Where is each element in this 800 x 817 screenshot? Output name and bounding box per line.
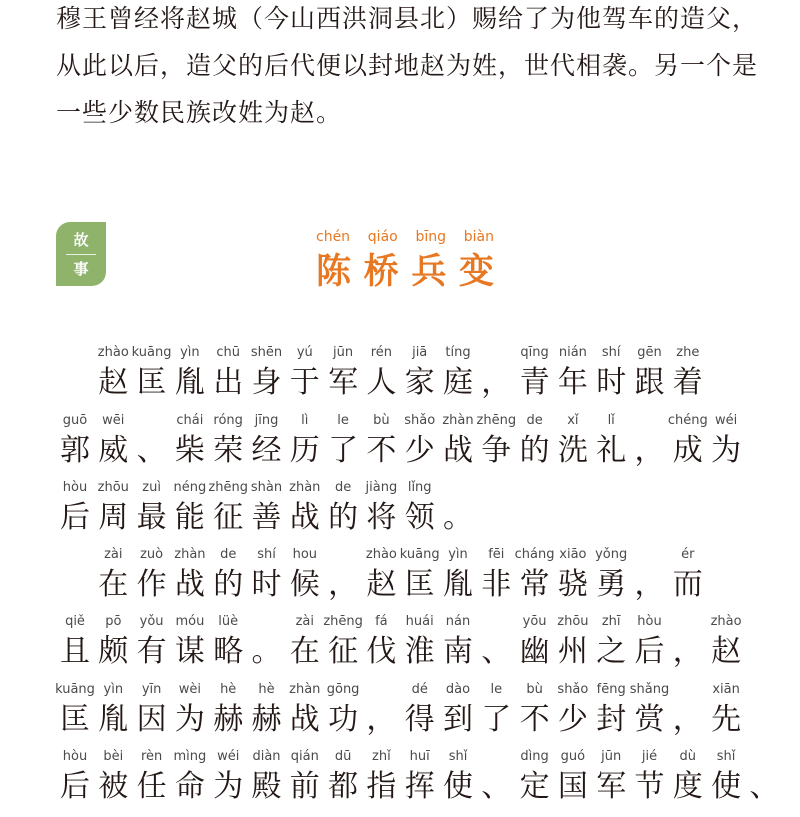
pinyin: fēng <box>596 682 626 697</box>
story-char <box>707 749 745 817</box>
pinyin: xiāo <box>559 547 587 562</box>
pinyin: xǐ <box>567 413 579 428</box>
story-char <box>439 345 477 413</box>
pinyin: nián <box>558 345 587 360</box>
hanzi: 得 <box>404 702 435 737</box>
hanzi: 成 <box>672 433 703 468</box>
pinyin: mìng <box>173 749 207 764</box>
story-char <box>707 682 745 750</box>
pinyin: de <box>334 480 352 495</box>
story-char <box>669 547 707 615</box>
hanzi: 略 <box>213 634 244 669</box>
hanzi: 赫 <box>213 702 244 737</box>
pinyin: kuāng <box>399 547 440 562</box>
hanzi: 候 <box>289 567 320 602</box>
pinyin: ér <box>681 547 695 562</box>
pinyin: zhōu <box>557 614 589 629</box>
hanzi: ， <box>634 433 665 468</box>
hanzi: 非 <box>481 567 512 602</box>
pinyin: dé <box>411 682 428 697</box>
hanzi: 且 <box>60 634 90 669</box>
pinyin: bù <box>373 413 390 428</box>
pinyin: jūn <box>333 345 354 360</box>
hanzi: 使 <box>711 769 742 804</box>
pinyin: hòu <box>637 614 662 629</box>
pinyin: fá <box>375 614 388 629</box>
pinyin: qián <box>290 749 319 764</box>
hanzi: 赵 <box>711 634 742 669</box>
intro-paragraph <box>56 0 776 136</box>
pinyin: nán <box>445 614 471 629</box>
title-char: 兵 <box>411 252 447 292</box>
pinyin: hè <box>258 682 275 697</box>
pinyin: yìn <box>448 547 468 562</box>
hanzi: 胤 <box>98 702 129 737</box>
pinyin: bù <box>526 682 543 697</box>
hanzi: 时 <box>596 365 627 400</box>
pinyin: zhōu <box>97 480 129 495</box>
story-line <box>0 480 800 548</box>
hanzi: 少 <box>557 702 588 737</box>
title-char: 桥 <box>363 252 399 292</box>
pinyin: hòu <box>62 749 88 764</box>
pinyin: zhēng <box>476 413 517 428</box>
pinyin: zài <box>104 547 123 562</box>
hanzi: 时 <box>251 567 282 602</box>
hanzi: 封 <box>596 702 627 737</box>
hanzi: 的 <box>328 500 359 535</box>
hanzi: ， <box>672 702 703 737</box>
hanzi: 匡 <box>404 567 435 602</box>
pinyin: lǐ <box>607 413 615 428</box>
pinyin: xiān <box>712 682 740 697</box>
hanzi: 而 <box>672 567 703 602</box>
hanzi: 胤 <box>174 365 205 400</box>
pinyin: jīng <box>254 413 279 428</box>
hanzi: 了 <box>481 702 512 737</box>
hanzi: 征 <box>328 634 359 669</box>
pinyin: shàn <box>250 480 283 495</box>
hanzi: 历 <box>289 433 320 468</box>
hanzi: 将 <box>366 500 397 535</box>
hanzi: 都 <box>328 769 359 804</box>
hanzi: 经 <box>251 433 282 468</box>
hanzi: 因 <box>136 702 167 737</box>
pinyin: rèn <box>140 749 163 764</box>
pinyin: hòu <box>62 480 88 495</box>
hanzi: 州 <box>557 634 588 669</box>
hanzi: 威 <box>98 433 129 468</box>
pinyin: jūn <box>601 749 622 764</box>
hanzi: 身 <box>251 365 282 400</box>
story-line <box>0 682 800 750</box>
hanzi: 挥 <box>404 769 435 804</box>
pinyin: shǐ <box>716 749 736 764</box>
hanzi: 战 <box>289 702 320 737</box>
hanzi: 前 <box>289 769 320 804</box>
hanzi: 、 <box>481 634 512 669</box>
pinyin: wèi <box>178 682 202 697</box>
pinyin: móu <box>175 614 205 629</box>
story-char <box>439 614 477 682</box>
pinyin: cháng <box>514 547 555 562</box>
story-char <box>209 614 247 682</box>
hanzi: 战 <box>443 433 473 468</box>
hanzi: 颇 <box>98 634 129 669</box>
pinyin: zhàn <box>174 547 206 562</box>
pinyin: néng <box>173 480 207 495</box>
hanzi: ， <box>328 567 359 602</box>
pinyin: hè <box>220 682 237 697</box>
hanzi: 节 <box>634 769 665 804</box>
pinyin: shǎo <box>557 682 589 697</box>
hanzi: 征 <box>213 500 244 535</box>
hanzi: 在 <box>289 634 320 669</box>
pinyin: chái <box>176 413 204 428</box>
intro-line: 从此以后，造父的后代便以封地赵为姓，世代相袭。另一个是 <box>56 51 759 80</box>
hanzi: 。 <box>443 500 473 535</box>
hanzi: 定 <box>519 769 550 804</box>
hanzi: 在 <box>98 567 129 602</box>
story-char <box>592 547 630 615</box>
hanzi: 的 <box>519 433 550 468</box>
hanzi: 争 <box>481 433 512 468</box>
pinyin: shǎo <box>404 413 436 428</box>
story-char <box>631 614 669 682</box>
hanzi: 度 <box>672 769 703 804</box>
story-char <box>707 614 745 682</box>
hanzi: 家 <box>404 365 435 400</box>
hanzi: 骁 <box>557 567 588 602</box>
title-pinyin-syllable: qiáo <box>367 229 398 245</box>
pinyin: zuò <box>140 547 164 562</box>
pinyin: zài <box>295 614 314 629</box>
pinyin: shǎng <box>629 682 670 697</box>
pinyin: zhī <box>601 614 621 629</box>
hanzi: 着 <box>672 365 703 400</box>
hanzi: 最 <box>136 500 167 535</box>
hanzi: 洗 <box>557 433 588 468</box>
hanzi: 柴 <box>174 433 205 468</box>
pinyin: pō <box>105 614 122 629</box>
story-char <box>707 413 745 481</box>
title-char: 陈 <box>316 252 352 292</box>
pinyin: lǐng <box>407 480 432 495</box>
hanzi: 青 <box>519 365 550 400</box>
hanzi: ， <box>634 567 665 602</box>
pinyin: qīng <box>520 345 549 360</box>
pinyin: chéng <box>667 413 708 428</box>
pinyin: yǒng <box>595 547 628 562</box>
pinyin: zhàn <box>289 480 321 495</box>
pinyin: yǒu <box>139 614 164 629</box>
title-pinyin-syllable: biàn <box>463 229 494 245</box>
hanzi: 战 <box>174 567 205 602</box>
pinyin: fēi <box>488 547 505 562</box>
hanzi: 指 <box>366 769 397 804</box>
badge-char: 事 <box>73 259 89 278</box>
story-char <box>592 413 630 481</box>
hanzi: 谋 <box>174 634 205 669</box>
story-line <box>0 413 800 481</box>
hanzi: 善 <box>251 500 282 535</box>
hanzi: 功 <box>328 702 359 737</box>
hanzi: 使 <box>443 769 473 804</box>
hanzi: 赫 <box>251 702 282 737</box>
hanzi: 、 <box>481 769 512 804</box>
hanzi: 匡 <box>136 365 167 400</box>
hanzi: 军 <box>328 365 359 400</box>
pinyin: hou <box>292 547 318 562</box>
story-char <box>94 413 132 481</box>
hanzi: 任 <box>136 769 167 804</box>
pinyin: chū <box>216 345 240 360</box>
hanzi: 胤 <box>443 567 473 602</box>
hanzi: 不 <box>519 702 550 737</box>
pinyin: huī <box>409 749 430 764</box>
hanzi: 少 <box>404 433 435 468</box>
pinyin: shēn <box>250 345 283 360</box>
pinyin: zhào <box>710 614 742 629</box>
hanzi: 、 <box>136 433 167 468</box>
pinyin: shí <box>257 547 276 562</box>
pinyin: gēn <box>637 345 662 360</box>
pinyin: lì <box>301 413 309 428</box>
story-char <box>439 480 477 548</box>
hanzi: 赵 <box>366 567 397 602</box>
story-line <box>0 614 800 682</box>
hanzi: 南 <box>443 634 473 669</box>
hanzi: 周 <box>98 500 129 535</box>
hanzi: 有 <box>136 634 167 669</box>
hanzi: 被 <box>98 769 129 804</box>
pinyin: shǐ <box>448 749 468 764</box>
hanzi: 庭 <box>443 365 473 400</box>
hanzi: 为 <box>213 769 244 804</box>
story-line <box>0 345 800 413</box>
hanzi: 赵 <box>98 365 129 400</box>
pinyin: lüè <box>218 614 239 629</box>
pinyin: zhēng <box>323 614 363 629</box>
pinyin: jiā <box>412 345 428 360</box>
title-pinyin-syllable: chén <box>316 229 351 245</box>
hanzi: 后 <box>60 500 90 535</box>
hanzi: 国 <box>557 769 588 804</box>
hanzi: 之 <box>596 634 627 669</box>
intro-line: 穆王曾经将赵城（今山西洪洞县北）赐给了为他驾车的造父， <box>56 4 759 33</box>
pinyin: dū <box>334 749 352 764</box>
hanzi: 命 <box>174 769 205 804</box>
hanzi: 跟 <box>634 365 665 400</box>
pinyin: yìn <box>103 682 124 697</box>
hanzi: 能 <box>174 500 205 535</box>
hanzi: 军 <box>596 769 627 804</box>
pinyin: rén <box>370 345 393 360</box>
pinyin: zhēng <box>208 480 248 495</box>
pinyin: zhào <box>365 547 397 562</box>
story-char <box>669 345 707 413</box>
story-line <box>0 749 800 817</box>
hanzi: 常 <box>519 567 550 602</box>
hanzi: 作 <box>136 567 167 602</box>
pinyin: shí <box>601 345 621 360</box>
hanzi: 荣 <box>213 433 244 468</box>
pinyin: yīn <box>141 682 162 697</box>
hanzi: 为 <box>174 702 205 737</box>
pinyin: qiě <box>65 614 85 629</box>
pinyin: wéi <box>217 749 240 764</box>
hanzi: 伐 <box>366 634 397 669</box>
pinyin: huái <box>405 614 434 629</box>
pinyin: zhǐ <box>372 749 391 764</box>
hanzi: 郭 <box>60 433 90 468</box>
pinyin: wéi <box>714 413 738 428</box>
hanzi: 幽 <box>519 634 550 669</box>
pinyin: le <box>490 682 503 697</box>
hanzi: 年 <box>557 365 588 400</box>
pinyin: wēi <box>102 413 125 428</box>
hanzi: 、 <box>749 769 780 804</box>
story-char <box>745 749 783 817</box>
pinyin: róng <box>213 413 243 428</box>
hanzi: 领 <box>404 500 435 535</box>
story-char <box>439 749 477 817</box>
pinyin: de <box>220 547 237 562</box>
pinyin: jié <box>641 749 658 764</box>
hanzi: 到 <box>443 702 473 737</box>
hanzi: 匡 <box>60 702 90 737</box>
story-char <box>401 480 439 548</box>
pinyin: yú <box>296 345 313 360</box>
hanzi: 殿 <box>251 769 282 804</box>
pinyin: zhàn <box>442 413 474 428</box>
story-badge <box>56 222 106 286</box>
hanzi: 。 <box>251 634 282 669</box>
pinyin: zhàn <box>289 682 321 697</box>
pinyin: zuì <box>142 480 161 495</box>
pinyin: de <box>526 413 543 428</box>
story-char <box>631 682 669 750</box>
pinyin: kuāng <box>131 345 172 360</box>
pinyin: zhe <box>676 345 700 360</box>
pinyin: bèi <box>103 749 124 764</box>
hanzi: 不 <box>366 433 397 468</box>
hanzi: 礼 <box>596 433 627 468</box>
title-pinyin <box>316 229 494 245</box>
pinyin: jiàng <box>365 480 398 495</box>
hanzi: 战 <box>289 500 320 535</box>
pinyin: diàn <box>252 749 281 764</box>
hanzi: ， <box>672 634 703 669</box>
intro-line: 一些少数民族改姓为赵。 <box>56 98 343 127</box>
pinyin: le <box>337 413 349 428</box>
hanzi: 出 <box>213 365 244 400</box>
hanzi: 的 <box>213 567 244 602</box>
pinyin: zhào <box>97 345 129 360</box>
pinyin: kuāng <box>55 682 95 697</box>
pinyin: dào <box>445 682 471 697</box>
hanzi: ， <box>366 702 397 737</box>
pinyin: tíng <box>445 345 471 360</box>
hanzi: 于 <box>289 365 320 400</box>
pinyin: guō <box>62 413 88 428</box>
pinyin: gōng <box>326 682 360 697</box>
hanzi: 了 <box>328 433 359 468</box>
story-char <box>324 682 362 750</box>
hanzi: ， <box>481 365 512 400</box>
pinyin: guó <box>560 749 586 764</box>
pinyin: dù <box>679 749 697 764</box>
hanzi: 后 <box>60 769 90 804</box>
hanzi: 勇 <box>596 567 627 602</box>
hanzi: 为 <box>711 433 742 468</box>
story-char <box>286 547 324 615</box>
pinyin: dìng <box>520 749 549 764</box>
story-title <box>316 250 494 294</box>
badge-divider <box>66 254 96 255</box>
hanzi: 赏 <box>634 702 665 737</box>
title-pinyin-syllable: bīng <box>415 229 446 245</box>
badge-char: 故 <box>73 230 89 249</box>
title-char: 变 <box>458 252 494 292</box>
pinyin: yōu <box>522 614 547 629</box>
hanzi: 淮 <box>404 634 435 669</box>
hanzi: 先 <box>711 702 742 737</box>
pinyin: yìn <box>180 345 200 360</box>
hanzi: 后 <box>634 634 665 669</box>
hanzi: 人 <box>366 365 397 400</box>
story-line <box>0 547 800 615</box>
